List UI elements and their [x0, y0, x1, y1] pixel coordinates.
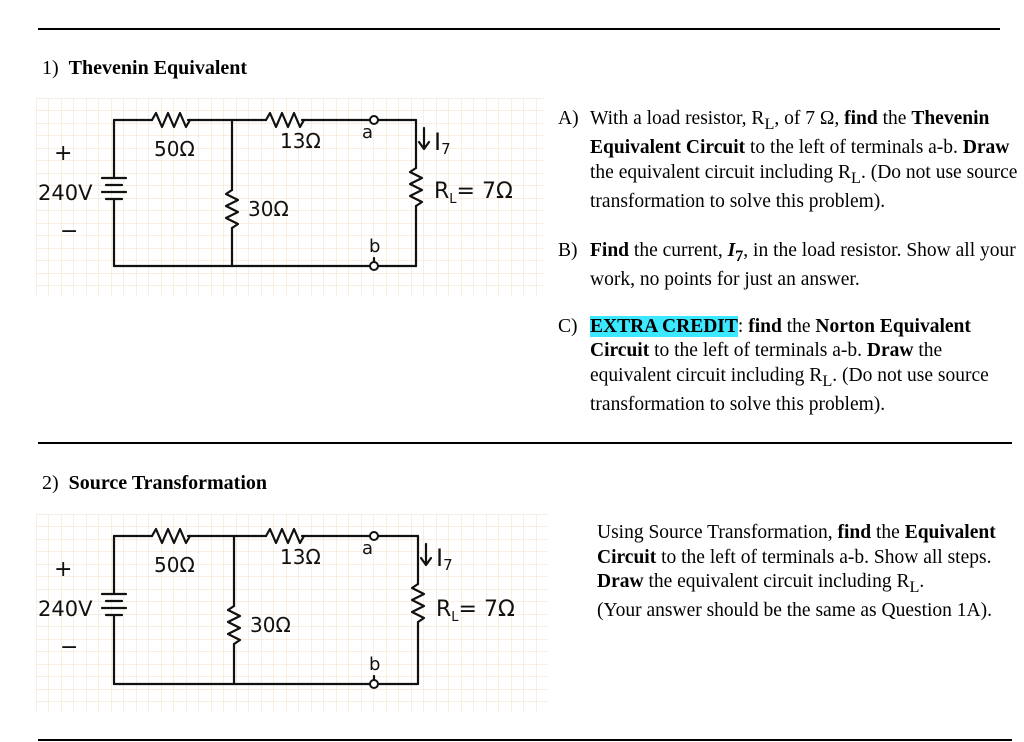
text-run: : [737, 315, 749, 337]
bold-text: Draw [962, 137, 1010, 159]
paragraph: (Your answer should be the same as Question 1A). [597, 600, 992, 622]
plus-sign: + [54, 141, 73, 166]
resistor-50-label: 50Ω [154, 553, 195, 577]
bold-text: find [748, 315, 782, 337]
subscript: L [851, 168, 861, 187]
terminal-b-node [370, 262, 378, 270]
circuit-diagram-1 [36, 98, 544, 296]
current-subscript: 7 [441, 140, 451, 158]
part-a [558, 107, 1024, 215]
text-run: , in the load resistor. Show all your work, no points for just an answer. [590, 239, 1016, 291]
load-symbol: R [436, 597, 452, 622]
text-run: . (Do not use source transformation to solve this problem). [590, 364, 989, 416]
subscript: L [909, 577, 920, 596]
problem-title: Thevenin Equivalent [68, 57, 248, 79]
problem-1-heading [42, 57, 247, 80]
text-run: the equivalent circuit including R [590, 340, 943, 386]
load-subscript: L [449, 192, 457, 207]
bold-text: find [837, 522, 872, 543]
text-run: the [877, 108, 912, 129]
text-run: the current, [629, 239, 728, 261]
terminal-b-label: b [369, 654, 381, 675]
load-value: = 7Ω [456, 179, 513, 204]
part-label: A) [558, 108, 579, 129]
source-voltage-label: 240V [38, 181, 93, 205]
text-run: the equivalent circuit including R [590, 161, 852, 183]
resistor-50-label: 50Ω [154, 137, 195, 161]
problem-2-text [597, 521, 1017, 624]
extra-credit-highlight: EXTRA CREDIT [590, 315, 738, 337]
resistor-30-label: 30Ω [250, 613, 291, 637]
text-run: . (Do not use source transformation to solve this problem). [590, 161, 1018, 213]
circuit-diagram-2 [36, 514, 548, 712]
problem-number: 2) [42, 472, 59, 494]
load-symbol: R [434, 179, 450, 204]
text-run: , of 7 Ω, [774, 108, 845, 129]
top-rule [38, 28, 1000, 30]
part-b [558, 239, 1024, 293]
subscript: L [822, 371, 833, 390]
bottom-rule [38, 739, 1012, 741]
load-label [434, 179, 513, 207]
problem-2-heading [42, 472, 267, 495]
bold-text: Thevenin Equivalent Circuit [590, 108, 990, 159]
terminal-b-node [370, 680, 378, 688]
part-text [590, 107, 1024, 215]
text-run: the equivalent circuit including R [643, 571, 910, 592]
source-voltage-label: 240V [38, 597, 93, 621]
current-symbol: I [434, 128, 442, 156]
bold-text: Find [590, 239, 630, 261]
part-label: B) [558, 239, 578, 261]
terminal-b-label: b [369, 236, 381, 257]
minus-sign: − [60, 635, 79, 660]
subscript: 7 [735, 246, 744, 265]
part-text [590, 239, 1024, 293]
text-run: . [919, 571, 925, 592]
resistor-30-label: 30Ω [248, 197, 289, 221]
problem-number: 1) [42, 57, 59, 79]
bold-text: Norton Equivalent Circuit [590, 315, 971, 362]
load-label [436, 597, 515, 625]
text-run: Using Source Transformation, [597, 522, 838, 543]
part-label: C) [558, 315, 578, 337]
part-c [558, 315, 1024, 418]
current-subscript: 7 [443, 556, 453, 574]
bold-text: Draw [866, 340, 914, 362]
resistor-13-label: 13Ω [280, 129, 321, 153]
text-run: the [871, 522, 905, 543]
part-text [590, 315, 1024, 418]
minus-sign: − [60, 219, 79, 244]
middle-rule [38, 442, 1012, 444]
problem-title: Source Transformation [68, 472, 268, 494]
current-variable: I [727, 239, 736, 261]
text-run: to the left of terminals a-b. [649, 340, 867, 362]
terminal-a-label: a [362, 538, 374, 559]
paragraph [597, 521, 1017, 599]
plus-sign: + [54, 557, 73, 582]
bold-text: Equivalent Circuit [597, 522, 996, 568]
resistor-13-label: 13Ω [280, 545, 321, 569]
bold-text: find [844, 108, 878, 129]
terminal-a-label: a [362, 122, 374, 143]
text-run: the [781, 315, 816, 337]
bold-text: Draw [597, 571, 644, 592]
text-run: With a load resistor, R [590, 108, 765, 129]
subscript: L [764, 114, 775, 133]
load-value: = 7Ω [458, 597, 515, 622]
text-run: to the left of terminals a-b. [745, 137, 963, 159]
current-symbol: I [436, 544, 444, 572]
problem-1-parts [558, 107, 1024, 418]
text-run: to the left of terminals a-b. Show all steps. [656, 546, 992, 568]
load-subscript: L [451, 610, 459, 625]
